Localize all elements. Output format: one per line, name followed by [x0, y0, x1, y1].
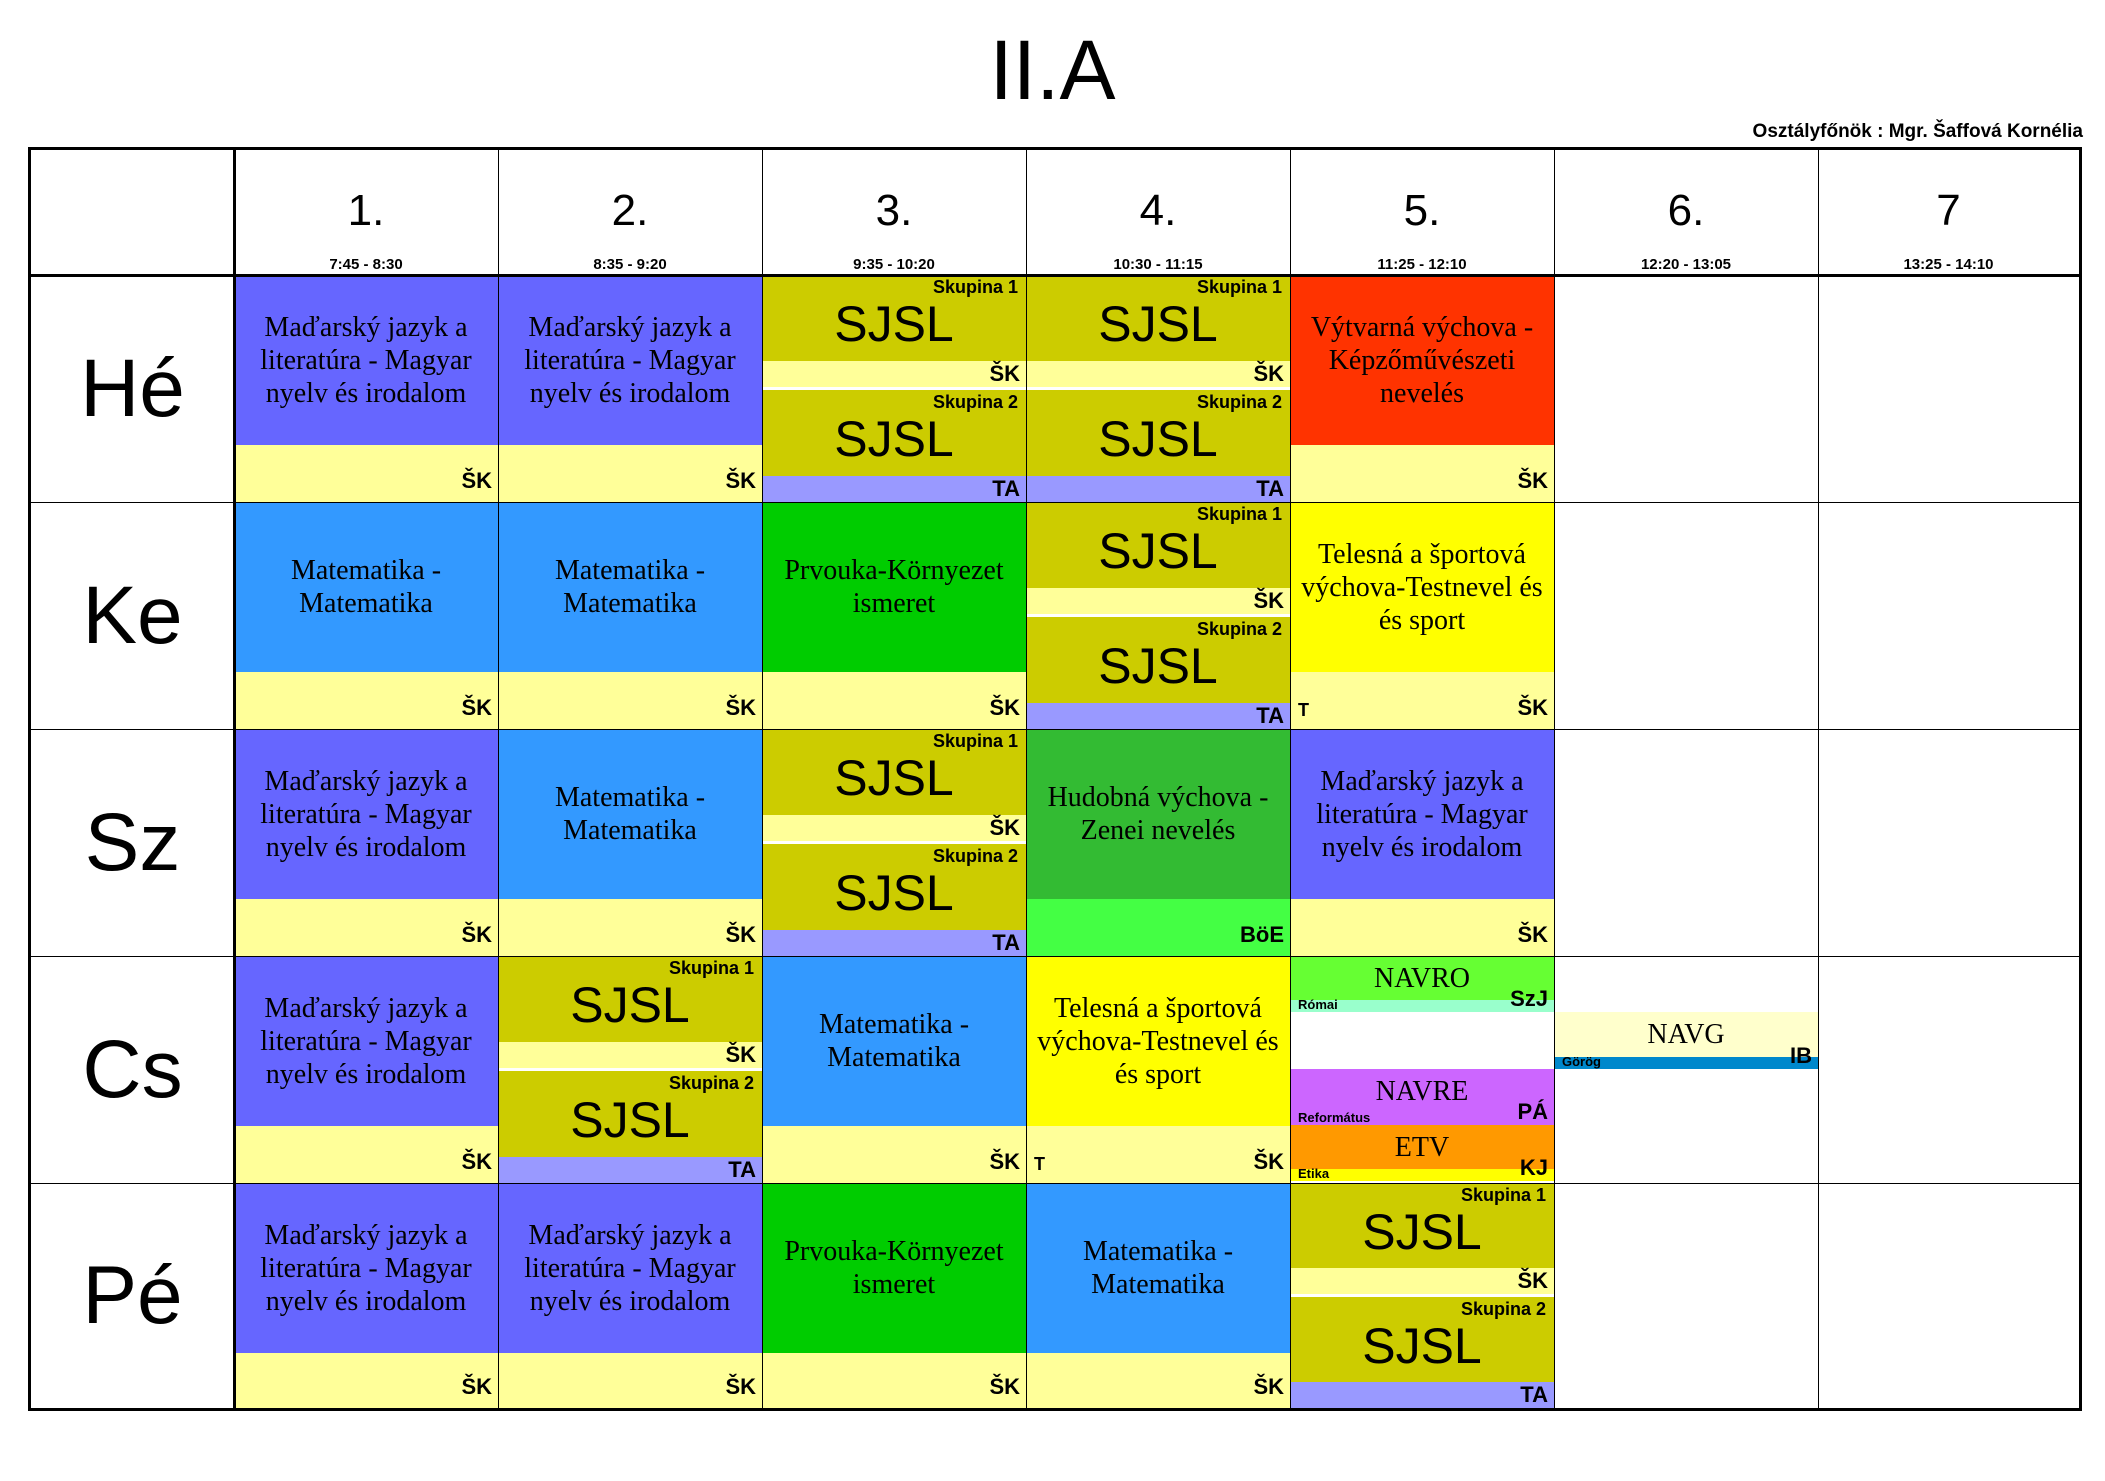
teacher-code: ŠK: [461, 922, 492, 947]
lesson-cell: [1290, 275, 1554, 502]
period-time: 9:35 - 10:20: [853, 256, 935, 273]
period-number: 5.: [1403, 186, 1441, 235]
period-header: [1290, 150, 1554, 275]
teacher-code: TA: [1256, 703, 1284, 728]
teacher-code: ŠK: [989, 361, 1020, 386]
teacher-code: KJ: [1519, 1155, 1548, 1180]
teacher-band: [1290, 1268, 1554, 1294]
teacher-code: ŠK: [1517, 468, 1548, 493]
subject-name: SJSL: [1098, 411, 1218, 467]
teacher-code: BöE: [1240, 922, 1284, 947]
subject-name: NAVRO: [1374, 962, 1470, 994]
subject-name: SJSL: [834, 296, 954, 352]
group-lesson: [762, 729, 1026, 841]
class-teacher: Osztályfőnök : Mgr. Šaffová Kornélia: [1752, 121, 2083, 142]
split-group-cell: [498, 956, 762, 1183]
room-code: T: [1298, 700, 1309, 720]
period-time: 12:20 - 13:05: [1640, 256, 1732, 273]
period-time: 13:25 - 14:10: [1903, 256, 1994, 273]
day-label: Hé: [80, 343, 185, 434]
split-group-cell: [1026, 275, 1290, 502]
period-number: 7: [1936, 186, 1961, 235]
period-time: 8:35 - 9:20: [593, 256, 667, 273]
period-number: 2.: [611, 186, 649, 235]
teacher-band: [1290, 1382, 1554, 1408]
group-label: Skupina 1: [1460, 1185, 1546, 1205]
subject-name: SJSL: [834, 750, 954, 806]
subject-name: Maďarský jazyk a literatúra - Magyar nyelv és irodalom: [498, 275, 762, 445]
teacher-code: ŠK: [989, 695, 1020, 720]
teacher-band: [1290, 1169, 1554, 1181]
subject-name: SJSL: [1098, 523, 1218, 579]
grid-line-horizontal: [31, 502, 2079, 503]
timetable-grid: [28, 147, 2082, 1411]
grid-line-vertical: [498, 150, 499, 1408]
group-label: Skupina 2: [1196, 619, 1282, 639]
page-title: II.A: [989, 23, 1116, 117]
teacher-code: ŠK: [461, 695, 492, 720]
lesson-cell: [1026, 956, 1290, 1183]
teacher-band: [1026, 588, 1290, 614]
lesson-cell: [234, 502, 498, 729]
teacher-band: [1026, 361, 1290, 387]
teacher-band: [762, 476, 1026, 502]
group-lesson: [498, 956, 762, 1068]
subject-name: SJSL: [1098, 296, 1218, 352]
group-label: Skupina 2: [932, 846, 1018, 866]
lesson-cell: [498, 502, 762, 729]
lesson-cell: [1026, 1183, 1290, 1408]
teacher-code: TA: [1520, 1382, 1548, 1407]
subject-name: Matematika - Matematika: [498, 502, 762, 672]
group-lesson: [1026, 390, 1290, 502]
day-label: Pé: [82, 1250, 183, 1341]
teacher-code: ŠK: [461, 1149, 492, 1174]
subject-name: Matematika - Matematika: [762, 956, 1026, 1126]
lesson-cell: [762, 1183, 1026, 1408]
day-label: Cs: [82, 1024, 183, 1115]
subject-name: SJSL: [570, 977, 690, 1033]
subject-name: Prvouka-Környezet ismeret: [762, 502, 1026, 672]
subject-name: Matematika - Matematika: [498, 729, 762, 899]
teacher-code: ŠK: [725, 695, 756, 720]
lesson-cell: [1290, 502, 1554, 729]
subject-name: NAVRE: [1375, 1075, 1469, 1107]
group-lesson: [1026, 617, 1290, 729]
day-label: Sz: [84, 797, 181, 888]
group-label: Református: [1298, 1110, 1371, 1125]
teacher-code: ŠK: [725, 468, 756, 493]
teacher-code: ŠK: [1517, 922, 1548, 947]
lesson-cell: [762, 956, 1026, 1183]
room-code: T: [1034, 1154, 1045, 1174]
group-label: Skupina 1: [932, 277, 1018, 297]
lesson-cell: [498, 729, 762, 956]
group-label: Római: [1298, 997, 1338, 1012]
teacher-band: [762, 930, 1026, 956]
period-time: 11:25 - 12:10: [1377, 256, 1467, 273]
teacher-code: ŠK: [989, 1149, 1020, 1174]
lesson-cell: [498, 1183, 762, 1408]
subject-name: Maďarský jazyk a literatúra - Magyar nyelv és irodalom: [234, 956, 498, 1126]
lesson-cell: [1026, 729, 1290, 956]
teacher-code: ŠK: [1517, 1268, 1548, 1293]
option-lesson: [1290, 956, 1554, 1012]
lesson-cell: [1290, 729, 1554, 956]
group-label: Skupina 2: [1196, 392, 1282, 412]
subject-name: Telesná a športová výchova-Testnevel és és sport: [1026, 956, 1290, 1126]
teacher-code: ŠK: [1253, 1374, 1284, 1399]
subject-name: SJSL: [834, 411, 954, 467]
group-lesson: [498, 1071, 762, 1183]
grid-line-vertical: [1818, 150, 1819, 1408]
period-header: [1554, 150, 1818, 275]
lesson-cell: [234, 956, 498, 1183]
group-lesson: [762, 390, 1026, 502]
teacher-code: ŠK: [1253, 1149, 1284, 1174]
period-header: [762, 150, 1026, 275]
group-label: Skupina 1: [1196, 504, 1282, 524]
option-lesson: [1290, 1125, 1554, 1181]
teacher-code: TA: [992, 476, 1020, 501]
subject-name: Matematika - Matematika: [1026, 1183, 1290, 1353]
grid-line-horizontal: [31, 956, 2079, 957]
teacher-band: [1026, 476, 1290, 502]
grid-line-vertical: [1290, 150, 1291, 1408]
group-label: Skupina 1: [932, 731, 1018, 751]
teacher-code: ŠK: [725, 922, 756, 947]
group-label: Skupina 2: [932, 392, 1018, 412]
subject-name: Maďarský jazyk a literatúra - Magyar nyelv és irodalom: [498, 1183, 762, 1353]
group-label: Skupina 2: [1460, 1299, 1546, 1319]
period-header: [1818, 150, 2079, 275]
period-header: [498, 150, 762, 275]
grid-line-vertical: [233, 150, 236, 1408]
subject-name: Telesná a športová výchova-Testnevel és és sport: [1290, 502, 1554, 672]
teacher-code: PÁ: [1517, 1099, 1548, 1124]
teacher-code: SzJ: [1510, 986, 1548, 1011]
option-lesson: [1554, 1012, 1818, 1069]
teacher-code: ŠK: [725, 1374, 756, 1399]
subject-name: SJSL: [1098, 638, 1218, 694]
group-label: Skupina 2: [668, 1073, 754, 1093]
subject-name: Maďarský jazyk a literatúra - Magyar nyelv és irodalom: [1290, 729, 1554, 899]
group-lesson: [762, 275, 1026, 387]
period-number: 1.: [347, 186, 385, 235]
grid-line-vertical: [1026, 150, 1027, 1408]
period-number: 4.: [1139, 186, 1177, 235]
group-label: Skupina 1: [668, 958, 754, 978]
lesson-cell: [498, 275, 762, 502]
grid-line-horizontal: [31, 274, 2079, 277]
split-group-cell: [1290, 1183, 1554, 1408]
teacher-code: TA: [728, 1157, 756, 1182]
teacher-code: TA: [1256, 476, 1284, 501]
subject-name: Hudobná výchova - Zenei nevelés: [1026, 729, 1290, 899]
teacher-band: [762, 361, 1026, 387]
teacher-code: ŠK: [461, 468, 492, 493]
teacher-code: ŠK: [725, 1042, 756, 1067]
subject-name: SJSL: [834, 865, 954, 921]
subject-name: NAVG: [1647, 1019, 1725, 1050]
subject-name: Prvouka-Környezet ismeret: [762, 1183, 1026, 1353]
period-time: 10:30 - 11:15: [1113, 256, 1203, 273]
lesson-cell: [762, 502, 1026, 729]
teacher-band: [1026, 703, 1290, 729]
teacher-code: ŠK: [461, 1374, 492, 1399]
teacher-code: ŠK: [1253, 361, 1284, 386]
grid-line-horizontal: [31, 1183, 2079, 1184]
period-header: [1026, 150, 1290, 275]
subject-name: Maďarský jazyk a literatúra - Magyar nyelv és irodalom: [234, 275, 498, 445]
subject-name: ETV: [1394, 1131, 1450, 1163]
teacher-code: TA: [992, 930, 1020, 955]
teacher-band: [762, 815, 1026, 841]
period-number: 3.: [875, 186, 913, 235]
lesson-cell: [234, 729, 498, 956]
split-group-cell: [762, 275, 1026, 502]
subject-name: SJSL: [1362, 1204, 1482, 1260]
teacher-code: ŠK: [989, 815, 1020, 840]
split-group-cell: [1026, 502, 1290, 729]
day-label: Ke: [82, 570, 183, 661]
grid-line-vertical: [762, 150, 763, 1408]
lesson-cell: [234, 1183, 498, 1408]
teacher-band: [498, 1157, 762, 1183]
teacher-code: IB: [1790, 1043, 1812, 1068]
teacher-code: ŠK: [1517, 695, 1548, 720]
group-lesson: [1026, 502, 1290, 614]
group-lesson: [1026, 275, 1290, 387]
teacher-code: ŠK: [1253, 588, 1284, 613]
period-header: [234, 150, 498, 275]
grid-line-vertical: [1554, 150, 1555, 1408]
subject-name: Matematika - Matematika: [234, 502, 498, 672]
grid-line-horizontal: [31, 729, 2079, 730]
subject-name: Výtvarná výchova - Képzőművészeti nevelés: [1290, 275, 1554, 445]
subject-name: Maďarský jazyk a literatúra - Magyar nyelv és irodalom: [234, 729, 498, 899]
period-number: 6.: [1667, 186, 1705, 235]
lesson-cell: [234, 275, 498, 502]
subject-name: SJSL: [1362, 1318, 1482, 1374]
group-lesson: [1290, 1183, 1554, 1294]
teacher-code: ŠK: [989, 1374, 1020, 1399]
period-time: 7:45 - 8:30: [329, 256, 403, 273]
group-lesson: [762, 844, 1026, 956]
group-label: Skupina 1: [1196, 277, 1282, 297]
group-label: Etika: [1298, 1166, 1330, 1181]
option-lesson: [1290, 1069, 1554, 1125]
subject-name: Maďarský jazyk a literatúra - Magyar nyelv és irodalom: [234, 1183, 498, 1353]
group-lesson: [1290, 1297, 1554, 1408]
split-group-cell: [762, 729, 1026, 956]
group-label: Görög: [1562, 1054, 1601, 1069]
teacher-band: [498, 1042, 762, 1068]
subject-name: SJSL: [570, 1092, 690, 1148]
